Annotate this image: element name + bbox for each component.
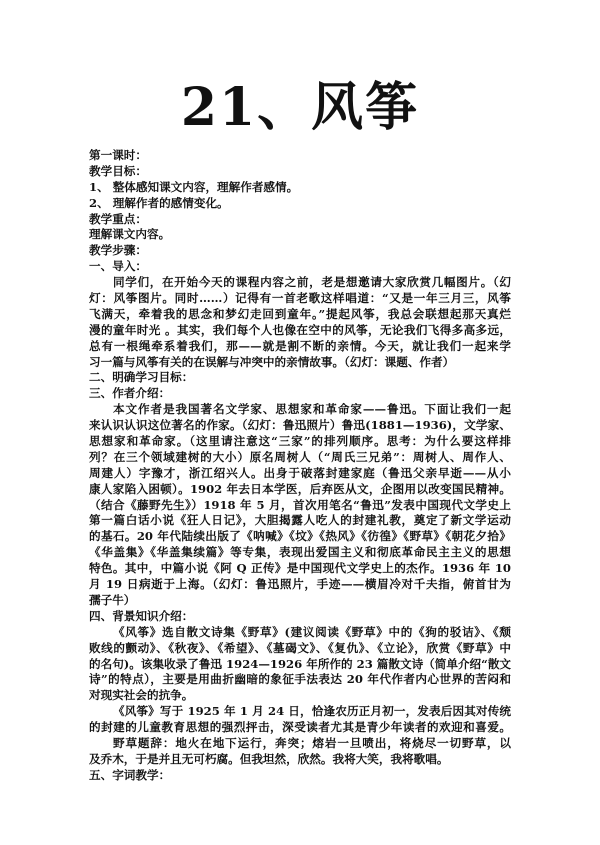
- text-line: 漫的童年时光 。其实，我们每个人也像在空中的风筝，无论我们飞得多高多远，: [89, 322, 511, 337]
- text-line: 《风筝》选自散文诗集《野草》(建议阅读《野草》中的《狗的驳诘》、《颓: [113, 624, 511, 639]
- text-line: 来认识认识这位著名的作家。（幻灯：鲁迅照片）鲁迅(1881—1936)，文学家、: [89, 418, 511, 433]
- text-line: 教学目标：: [89, 163, 147, 178]
- text-line: 2、 理解作者的感情变化。: [89, 195, 229, 210]
- text-line: 《风筝》写于 1925 年 1 月 24 日，恰逢农历正月初一，发表后因其对传统: [113, 704, 511, 719]
- text-line: 四、背景知识介绍：: [89, 608, 194, 623]
- text-line: 的基石。20 年代陆续出版了《呐喊》《坟》《热风》《彷徨》《野草》《朝花夕拾》: [89, 529, 511, 544]
- text-line: 1、 整体感知课文内容，理解作者感情。: [89, 179, 299, 194]
- text-line: 一、导入：: [89, 259, 147, 274]
- text-line: 对现实社会的抗争。: [89, 688, 194, 703]
- text-line: 野草题辞：地火在地下运行，奔突；熔岩一旦喷出，将烧尽一切野草，以: [113, 735, 511, 750]
- text-line: 飞满天，牵着我的思念和梦幻走回到童年。”提起风筝，我总会联想起那天真烂: [89, 306, 511, 321]
- text-line: 列？在三个领域建树的大小）原名周树人（“周氏三兄弟”：周树人、周作人、: [89, 449, 511, 464]
- text-line: 及乔木，于是并且无可朽腐。但我坦然，欣然。我将大笑，我将歌唱。: [89, 751, 449, 766]
- text-line: 理解课文内容。: [89, 227, 171, 242]
- text-line: 五、字词教学：: [89, 767, 171, 782]
- text-line: 第一课时：: [89, 148, 147, 162]
- text-line: （结合《藤野先生》）1918 年 5 月，首次用笔名“鲁迅”发表中国现代文学史上: [89, 497, 511, 512]
- document-body: [89, 148, 511, 784]
- text-line: 习一篇与风筝有关的在误解与冲突中的亲情故事。（幻灯：课题、作者）: [89, 354, 455, 369]
- text-line: 第一篇白话小说《狂人日记》，大胆揭露人吃人的封建礼教，奠定了新文学运动: [89, 513, 511, 528]
- text-line: 思想家和革命家。（这里请注意这“三家”的排列顺序。思考：为什么要这样排: [89, 434, 511, 449]
- text-line: 教学步骤：: [89, 243, 147, 258]
- text-line: 二、明确学习目标：: [89, 370, 194, 385]
- text-line: 特色。其中，中篇小说《阿 Q 正传》是中国现代文学史上的杰作。1936 年 10: [89, 561, 511, 576]
- text-line: 诗”的特点），主要是用曲折幽暗的象征手法表达 20 年代作者内心世界的苦闷和: [89, 672, 511, 687]
- text-line: 孺子牛）: [89, 592, 136, 607]
- text-line: 败线的颤动》、《秋夜》、《希望》、《墓碣文》、《复仇》、《立论》，欣赏《野草》中: [89, 640, 511, 655]
- text-line: 《华盖集》《华盖集续篇》等专集，表现出爱国主义和彻底革命民主主义的思想: [89, 545, 511, 560]
- text-line: 周建人）字豫才，浙江绍兴人。出身于破落封建家庭（鲁迅父亲早逝——从小: [89, 465, 511, 480]
- text-line: 教学重点：: [89, 211, 147, 226]
- document-title: 21、风筝: [180, 77, 420, 138]
- text-line: 灯：风筝图片。同时……）记得有一首老歌这样唱道：“又是一年三月三，风筝: [89, 291, 511, 306]
- text-line: 同学们，在开始今天的课程内容之前，老是想邀请大家欣赏几幅图片。（幻: [113, 275, 511, 290]
- text-line: 本文作者是我国著名文学家、思想家和革命家——鲁迅。下面让我们一起: [113, 402, 511, 417]
- text-line: 的名句)。该集收录了鲁迅 1924—1926 年所作的 23 篇散文诗（简单介绍“散文: [89, 656, 511, 671]
- text-line: 的封建的儿童教育思想的强烈抨击，深受读者尤其是青少年读者的欢迎和喜爱。: [89, 720, 511, 735]
- text-line: 总有一根绳牵系着我们，那——就是割不断的亲情。今天，就让我们一起来学: [89, 338, 511, 353]
- text-line: 三、作者介绍：: [89, 386, 171, 401]
- text-line: 月 19 日病逝于上海。（幻灯：鲁迅照片，手迹——横眉冷对千夫指，俯首甘为: [89, 577, 511, 592]
- text-line: 康人家陷入困顿）。1902 年去日本学医，后弃医从文，企图用以改变国民精神。: [89, 481, 511, 496]
